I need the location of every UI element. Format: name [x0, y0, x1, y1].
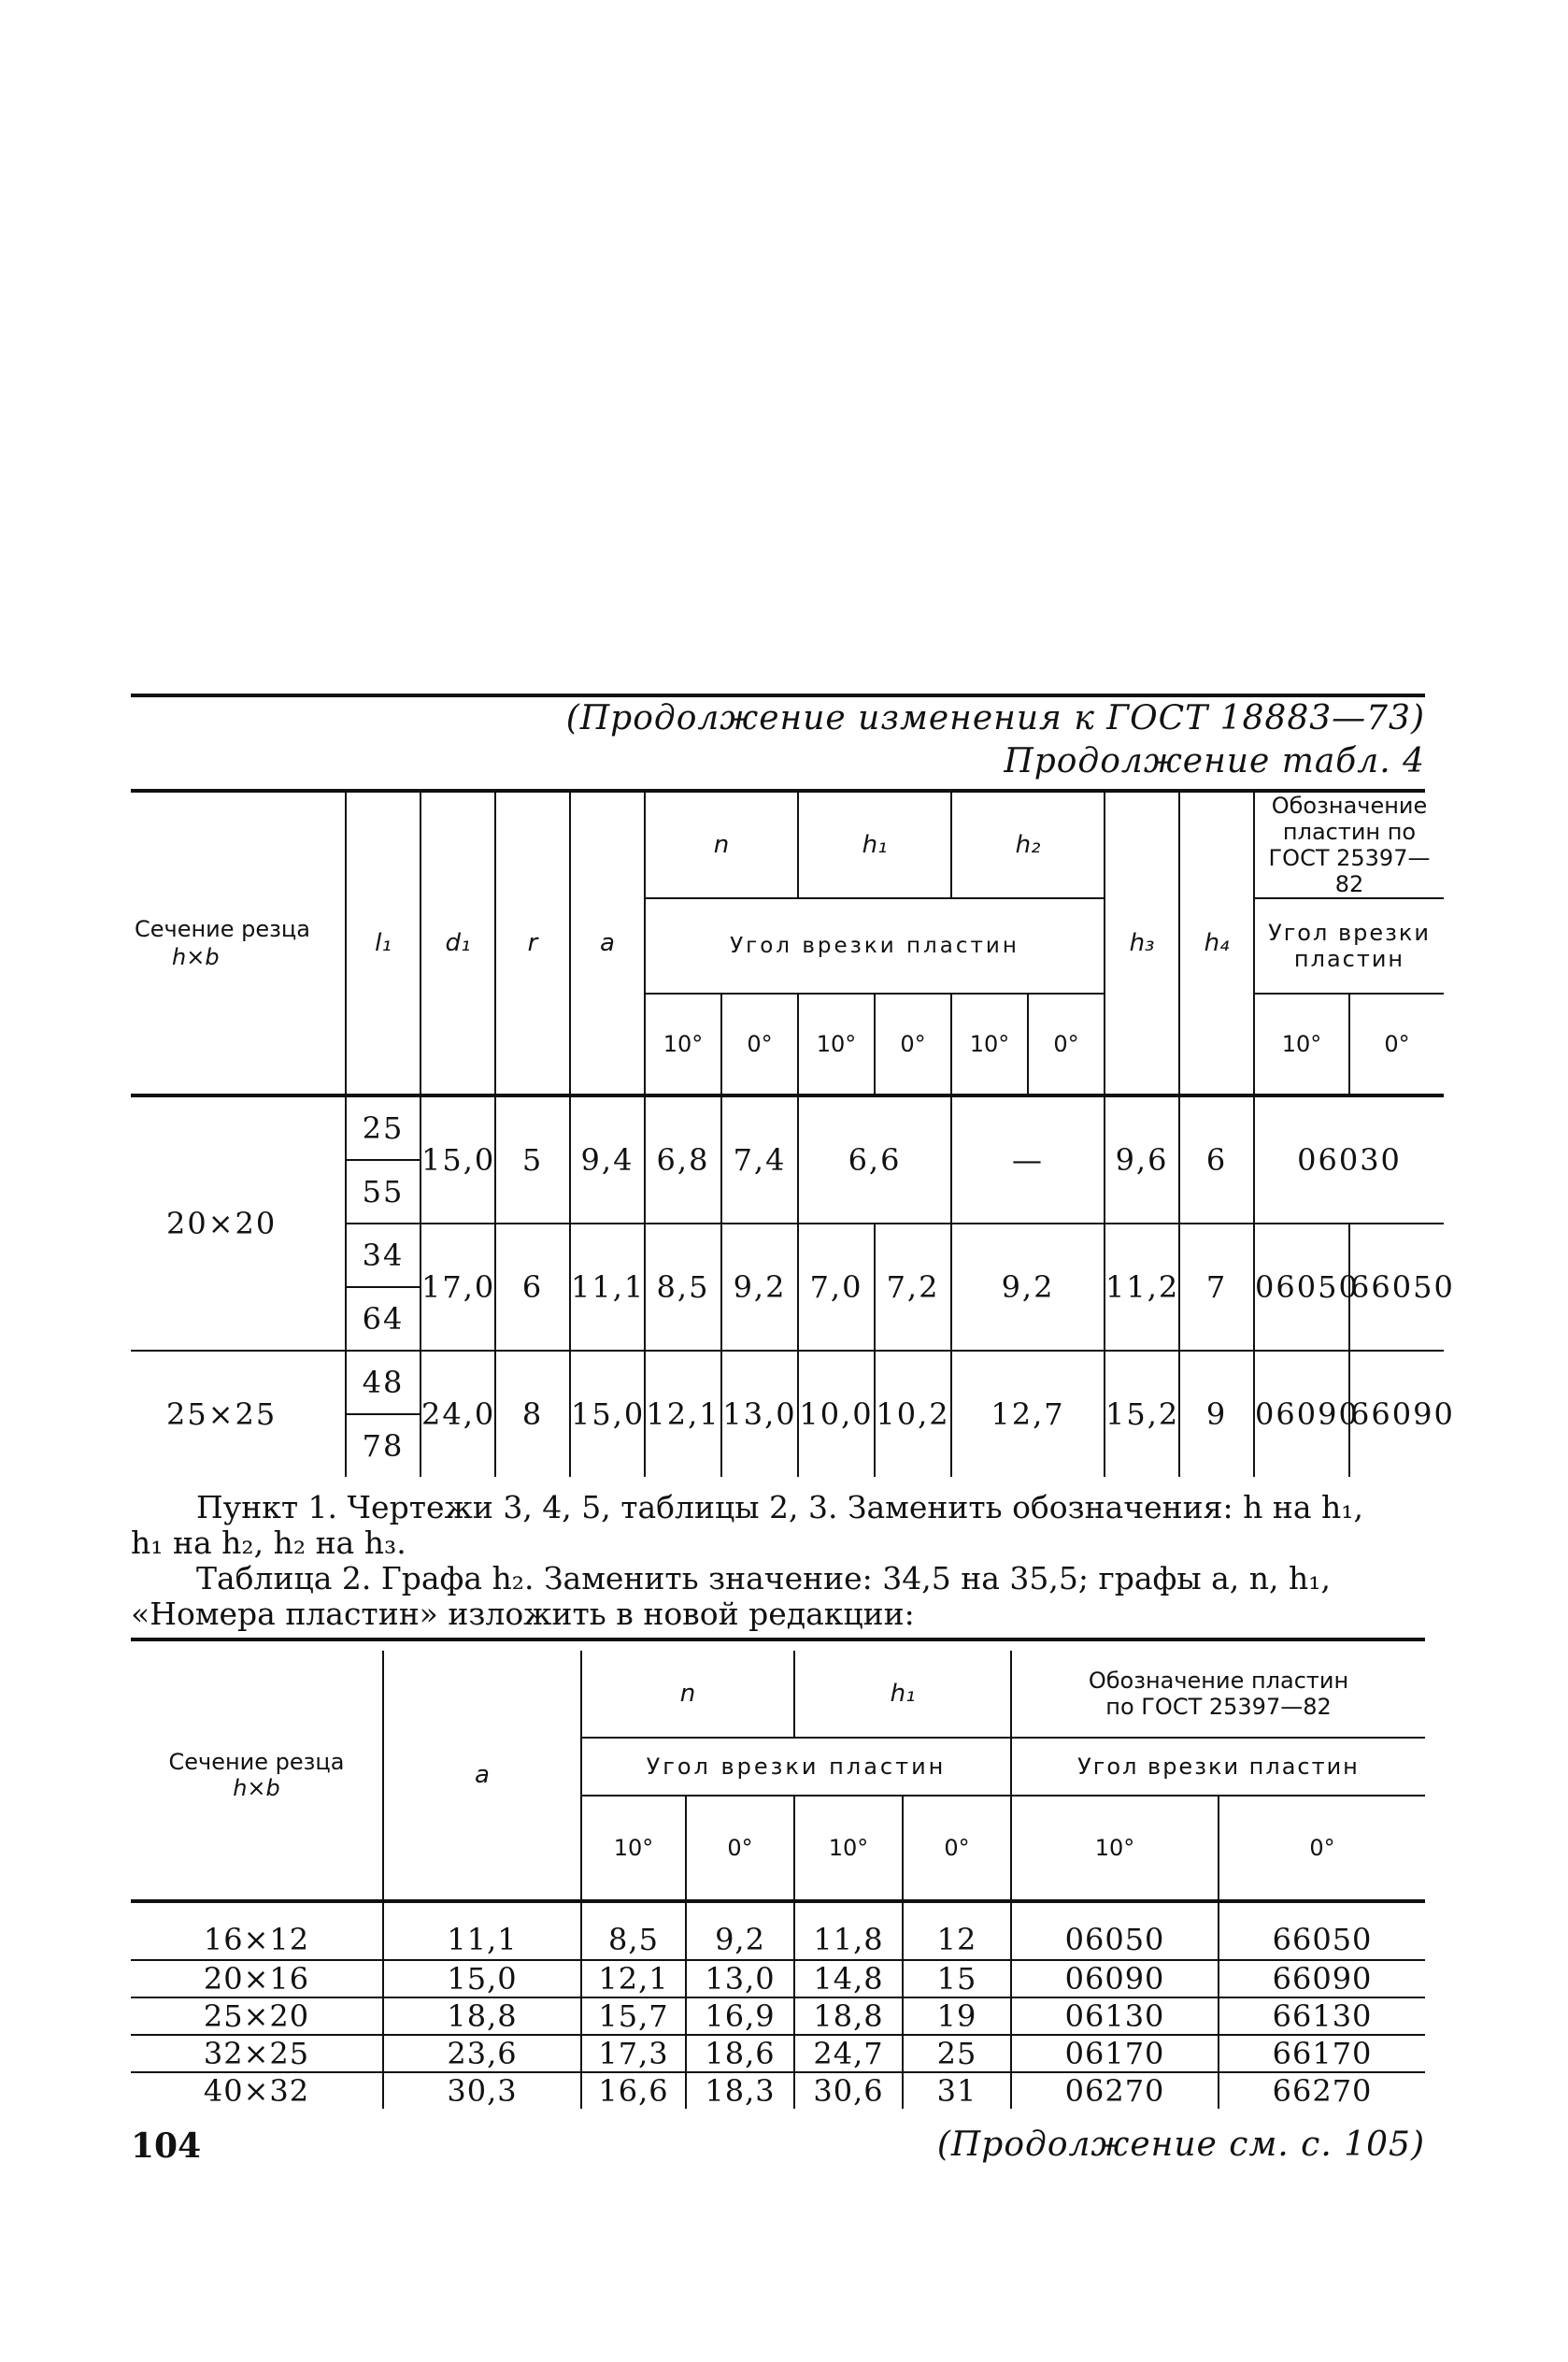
table-cell-h2: 9,2 [951, 1224, 1105, 1351]
amendment-line: «Номера пластин» изложить в новой редакции: [131, 1596, 915, 1632]
amendment-line: Пункт 1. Чертежи 3, 4, 5, таблицы 2, 3. Заменить обозначения: h на h₁, [196, 1489, 1363, 1525]
table-cell-n10: 16,6 [581, 2072, 686, 2109]
table-cell-l1-bottom: 55 [346, 1160, 421, 1224]
header-h4: h₄ [1179, 793, 1254, 1095]
table-cell-h4: 7 [1179, 1224, 1254, 1351]
header-n-0: 0° [686, 1796, 794, 1901]
table-cell-a: 15,0 [383, 1960, 581, 1997]
table-cell-des-0: 66170 [1219, 2035, 1425, 2072]
table-cell-n0: 7,4 [721, 1095, 798, 1224]
header-h1-0: 0° [903, 1796, 1011, 1901]
header-h1: h₁ [794, 1651, 1011, 1738]
header-des-0: 0° [1349, 994, 1444, 1095]
table-cell-h1-0: 25 [903, 2035, 1011, 2072]
table-row [131, 1901, 1425, 1960]
table2-top-rule [131, 1638, 1425, 1641]
header-section: Сечение резца h×b [135, 916, 310, 970]
table-cell-h1-10: 10,0 [798, 1351, 875, 1477]
table-cell-designation-10: 06090 [1254, 1351, 1349, 1477]
header-d1: d₁ [421, 793, 495, 1095]
header-a: a [383, 1651, 581, 1901]
table-cell-a: 9,4 [570, 1095, 645, 1224]
header-section: Сечение резца h×b [168, 1749, 345, 1801]
table-cell-section: 40×32 [203, 2073, 310, 2109]
table-cell-n10: 8,5 [645, 1224, 721, 1351]
header-h1: h₁ [798, 793, 951, 898]
header-n-10: 10° [581, 1796, 686, 1901]
table-cell-h3: 11,2 [1105, 1224, 1179, 1351]
document-page [131, 694, 1455, 2164]
table-cell-des-10: 06130 [1011, 1997, 1219, 2035]
table-cell-a: 11,1 [383, 1901, 581, 1960]
header-r: r [495, 793, 570, 1095]
table-cell-r: 6 [495, 1224, 570, 1351]
table-cell-h1-10: 14,8 [794, 1960, 903, 1997]
table-cell-n0: 18,6 [686, 2035, 794, 2072]
table-cell-h2: 12,7 [951, 1351, 1105, 1477]
table-cell-des-10: 06170 [1011, 2035, 1219, 2072]
table-cell-designation-0: 66090 [1349, 1351, 1444, 1477]
header-des-10: 10° [1254, 994, 1349, 1095]
table-cell-h1-0: 10,2 [875, 1351, 951, 1477]
table-cell-h1-0: 7,2 [875, 1224, 951, 1351]
table-row-section: 20×20 [131, 1095, 346, 1351]
table-cell-des-10: 06090 [1011, 1960, 1219, 1997]
table-cell-des-0: 66090 [1219, 1960, 1425, 1997]
table-cell-n0: 13,0 [721, 1351, 798, 1477]
table-row [131, 1960, 1425, 1997]
table-cell-h1: 6,6 [798, 1095, 951, 1224]
table-cell-n10: 15,7 [581, 1997, 686, 2035]
header-h3: h₃ [1105, 793, 1179, 1095]
table-cell-des-0: 66130 [1219, 1997, 1425, 2035]
table-row [131, 2072, 1425, 2109]
table-cell-h4: 6 [1179, 1095, 1254, 1224]
table-cell-n0: 16,9 [686, 1997, 794, 2035]
table-cell-n0: 13,0 [686, 1960, 794, 1997]
header-h2: h₂ [951, 793, 1105, 898]
amendment-text [131, 1490, 1425, 1632]
header-angle: Угол врезки пластин [645, 898, 1105, 994]
page-number: 104 [131, 2126, 202, 2166]
amendment-line: Таблица 2. Графа h₂. Заменить значение: 34,5 на 35,5; графы a, n, h₁, [196, 1560, 1331, 1596]
table-cell-n0: 9,2 [686, 1901, 794, 1960]
table-cell-l1-top: 34 [346, 1224, 421, 1287]
table-cell-l1-bottom: 64 [346, 1287, 421, 1351]
table-cell-h1-0: 12 [903, 1901, 1011, 1960]
continuation-footer: (Продолжение см. с. 105) [936, 2126, 1425, 2164]
table-cell-section: 20×16 [131, 1960, 383, 1997]
table-cell-d1: 24,0 [421, 1351, 495, 1477]
table-cell-des-10: 06270 [1011, 2072, 1219, 2109]
header-n: n [581, 1651, 794, 1738]
table-cell-a: 11,1 [570, 1224, 645, 1351]
header-n-0: 0° [721, 994, 798, 1095]
table-cell-section: 16×12 [131, 1901, 383, 1960]
header-n-10: 10° [645, 994, 721, 1095]
table-cell-d1: 15,0 [421, 1095, 495, 1224]
header-n: n [645, 793, 798, 898]
table-cell-h2: — [951, 1095, 1105, 1224]
table-cell-h1-0: 31 [903, 2072, 1011, 2109]
table-cell-h1-10: 30,6 [794, 2072, 903, 2109]
table-2-new [131, 1651, 1425, 2109]
table-cell-h1-10: 11,8 [794, 1901, 903, 1960]
header-designation: Обозначение пластин по ГОСТ 25397—82 [1011, 1651, 1425, 1738]
table-cell-h1-10: 24,7 [794, 2035, 903, 2072]
table-row [131, 2035, 1425, 2072]
header-h1-10: 10° [794, 1796, 903, 1901]
table-4-continuation [131, 793, 1455, 1477]
header-des-10: 10° [1011, 1796, 1219, 1901]
header-h1-10: 10° [798, 994, 875, 1095]
table-cell-n10: 6,8 [645, 1095, 721, 1224]
table-cell-n10: 8,5 [581, 1901, 686, 1960]
header-h2-0: 0° [1028, 994, 1105, 1095]
table-cell-designation: 06030 [1254, 1095, 1444, 1224]
table-cell-n0: 18,3 [686, 2072, 794, 2109]
table-cell-h4: 9 [1179, 1351, 1254, 1477]
table-cell-h1-0: 19 [903, 1997, 1011, 2035]
table-row [131, 1997, 1425, 2035]
table-cell-des-0: 66270 [1219, 2072, 1425, 2109]
continuation-header: (Продолжение изменения к ГОСТ 18883—73) [565, 699, 1425, 737]
table-cell-l1-bottom: 78 [346, 1414, 421, 1477]
table-cell-n0: 9,2 [721, 1224, 798, 1351]
table-cell-h3: 9,6 [1105, 1095, 1179, 1224]
header-designation: Обозначение пластин по ГОСТ 25397—82 [1254, 793, 1444, 898]
table-row-section: 25×25 [166, 1396, 278, 1432]
table-cell-des-10: 06050 [1011, 1901, 1219, 1960]
table-cell-n10: 12,1 [645, 1351, 721, 1477]
table-cell-n10: 17,3 [581, 2035, 686, 2072]
table-cell-h1-0: 15 [903, 1960, 1011, 1997]
table-continuation-label: Продолжение табл. 4 [1004, 742, 1425, 780]
table-cell-section: 25×20 [131, 1997, 383, 2035]
table-cell-r: 8 [495, 1351, 570, 1477]
table-cell-section: 32×25 [131, 2035, 383, 2072]
table-cell-d1: 17,0 [421, 1224, 495, 1351]
table-cell-des-0: 66050 [1219, 1901, 1425, 1960]
header-designation-angle: Угол врезки пластин [1254, 898, 1444, 994]
header-angle: Угол врезки пластин [581, 1738, 1011, 1796]
table-cell-a: 18,8 [383, 1997, 581, 2035]
table-cell-a: 30,3 [383, 2072, 581, 2109]
header-h1-0: 0° [875, 994, 951, 1095]
header-a: a [570, 793, 645, 1095]
table-cell-a: 15,0 [570, 1351, 645, 1477]
table-cell-h1-10: 18,8 [794, 1997, 903, 2035]
table-cell-r: 5 [495, 1095, 570, 1224]
header-h2-10: 10° [951, 994, 1028, 1095]
table-cell-h3: 15,2 [1105, 1351, 1179, 1477]
table-cell-a: 23,6 [383, 2035, 581, 2072]
table-cell-h1-10: 7,0 [798, 1224, 875, 1351]
table-cell-designation-0: 66050 [1349, 1224, 1444, 1351]
header-designation-angle: Угол врезки пластин [1011, 1738, 1425, 1796]
header-des-0: 0° [1219, 1796, 1425, 1901]
header-l1: l₁ [346, 793, 421, 1095]
table-cell-l1-top: 48 [346, 1351, 421, 1414]
table-cell-n10: 12,1 [581, 1960, 686, 1997]
table-cell-l1-top: 25 [346, 1095, 421, 1160]
amendment-line: h₁ на h₂, h₂ на h₃. [131, 1525, 406, 1561]
table-cell-designation-10: 06050 [1254, 1224, 1349, 1351]
